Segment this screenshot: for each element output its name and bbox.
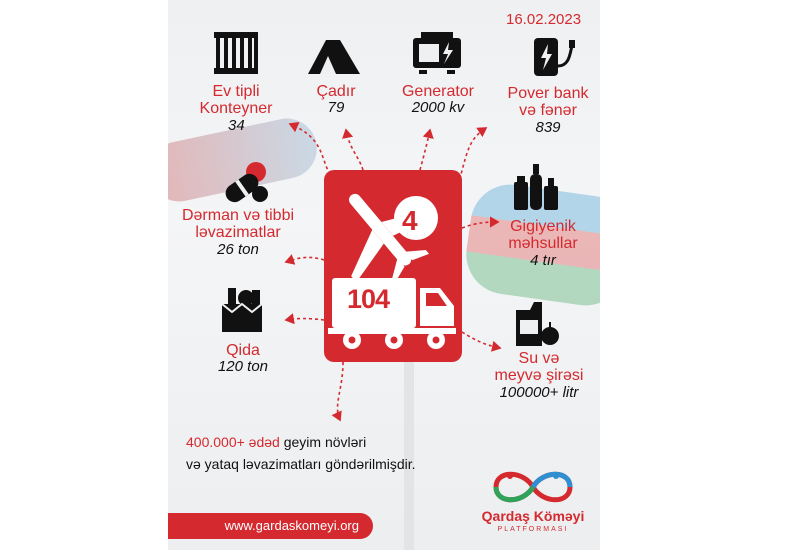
item-name: Gigiyenik məhsullar (508, 218, 578, 253)
hygiene-products-icon (510, 160, 562, 212)
item-value: 4 tır (530, 251, 556, 269)
item-value: 839 (535, 118, 561, 136)
plane-count: 4 (402, 205, 418, 236)
item-value: 100000+ litr (499, 383, 579, 401)
item-generator (388, 83, 488, 116)
item-power-bank (498, 85, 598, 136)
summary-line2: və yataq ləvazimatları göndərilmişdir. (186, 456, 416, 473)
date-label: 16.02.2023 (506, 11, 582, 28)
tent-icon (306, 36, 362, 76)
item-juice (480, 350, 598, 401)
item-value: 26 ton (217, 240, 259, 258)
item-name: Qida (226, 342, 260, 359)
summary-text (186, 431, 416, 476)
infinity-flags-logo (490, 466, 576, 508)
item-name: Generator (401, 83, 475, 100)
item-name: Çadır (316, 83, 356, 100)
item-name: Su və meyvə şirəsi (494, 350, 584, 385)
power-bank-icon (530, 36, 576, 82)
item-name: Dərman və tibbi ləvazimatlar (181, 207, 295, 242)
item-hygiene (488, 218, 598, 269)
medicine-icon (222, 160, 270, 204)
truck-count: 104 (346, 284, 390, 314)
item-tent (296, 83, 376, 116)
center-transport-box (324, 170, 462, 362)
website-link[interactable]: www.gardaskomeyi.org (168, 513, 373, 539)
item-value: 34 (228, 116, 245, 134)
juice-box-icon (512, 296, 560, 348)
item-food (188, 342, 298, 375)
container-icon (212, 30, 260, 76)
item-container (176, 83, 296, 134)
infographic-poster (168, 0, 600, 550)
food-bag-icon (218, 282, 266, 334)
item-name: Pover bank və fənər (507, 85, 589, 120)
summary-highlight: 400.000+ ədəd (186, 434, 280, 450)
item-value: 120 ton (217, 358, 269, 376)
item-medicine (168, 207, 308, 258)
truck-icon (324, 170, 462, 362)
logo-subtitle: PLATFORMASI (497, 526, 569, 533)
item-value: 79 (327, 99, 345, 117)
item-value: 2000 kv (411, 99, 465, 117)
generator-icon (411, 30, 463, 76)
item-name: Ev tipli Konteyner (199, 83, 273, 118)
summary-line1: geyim növləri (279, 434, 367, 450)
logo-name: Qardaş Köməyi (481, 508, 585, 524)
